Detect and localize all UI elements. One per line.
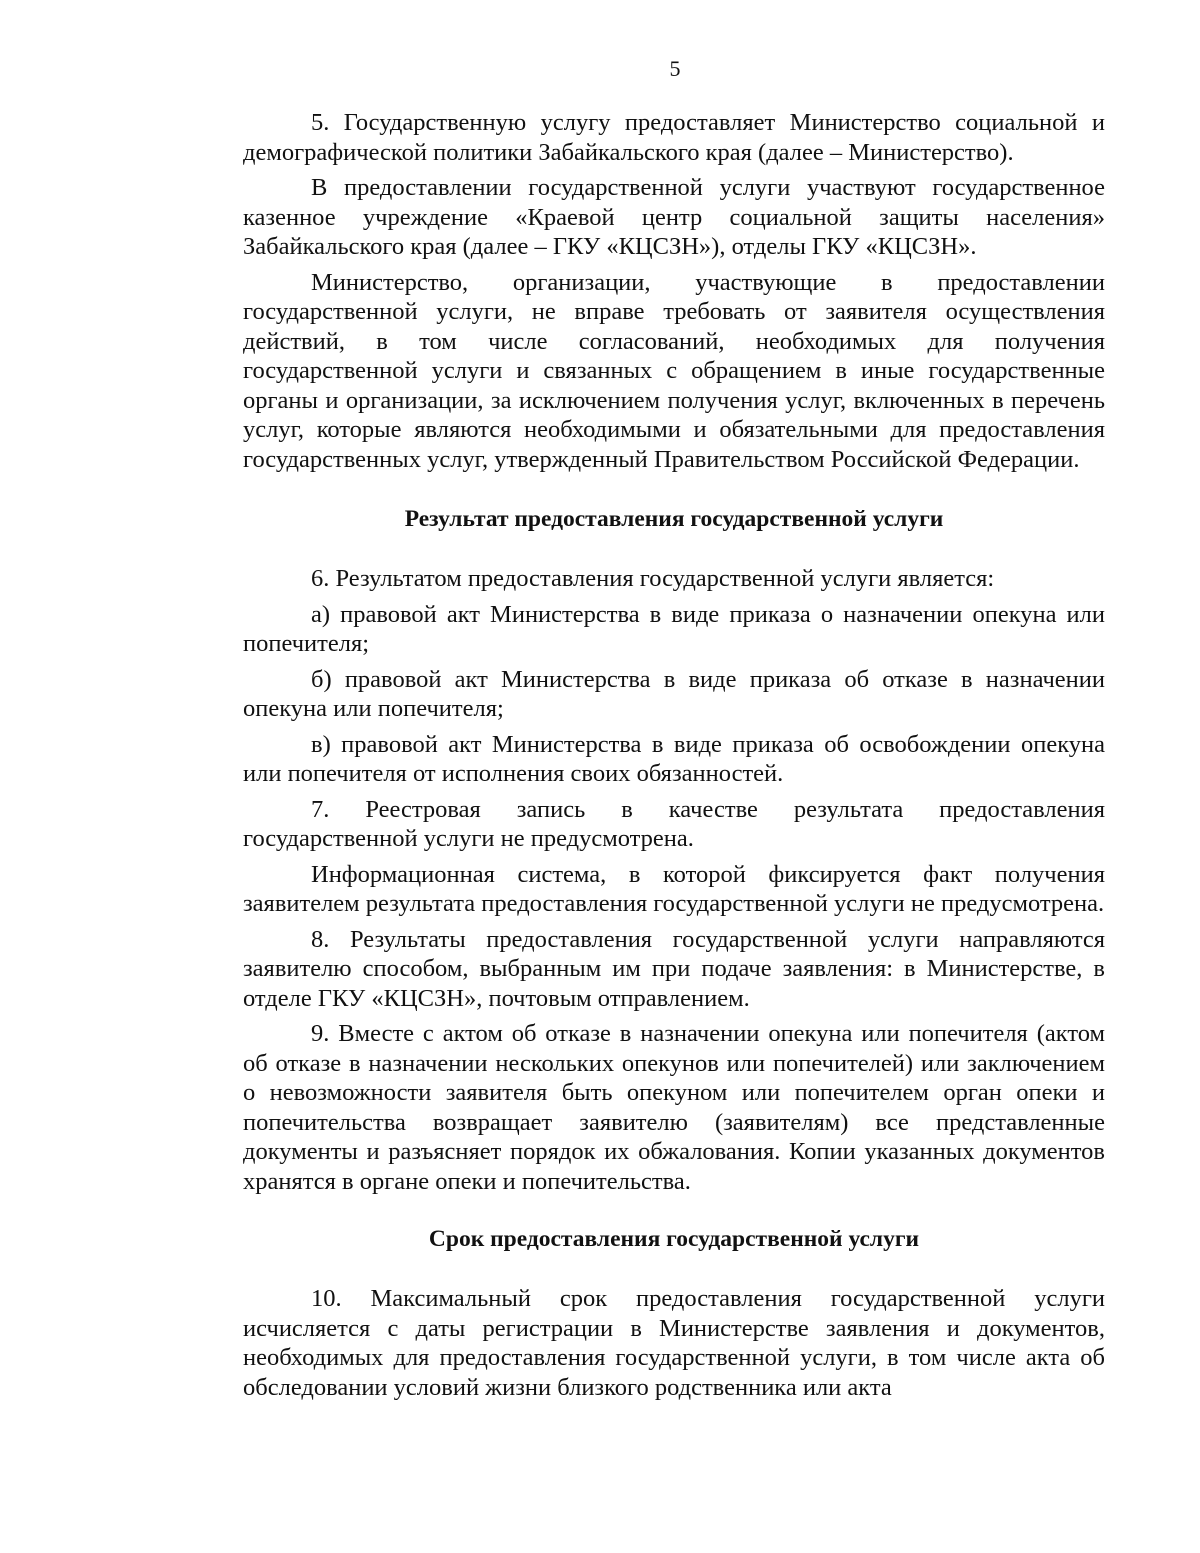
paragraph-restrictions: Министерство, организации, участвующие в предоставлении государственной услуги, не вправе требовать от заявителя осуществления действий, в том числе согласований, необходимых для получения государственной услуги и связанных с обращением в иные государственные органы и организации, за исключением получения услуг, включенных в перечень услуг, которые являются необходимыми и обязательными для предоставления государственных услуг, утвержденный Правительством Российской Федерации. bbox=[243, 268, 1105, 473]
document-body bbox=[243, 108, 1105, 1408]
paragraph-participants: В предоставлении государственной услуги участвуют государственное казенное учреждение «Краевой центр социальной защиты населения» Забайкальского края (далее – ГКУ «КЦСЗН»), отделы ГКУ «КЦСЗН». bbox=[243, 174, 1105, 260]
paragraph-info-system: Информационная система, в которой фиксируется факт получения заявителем результата предоставления государственной услуги не предусмотрена. bbox=[243, 860, 1105, 917]
paragraph-6: 6. Результатом предоставления государственной услуги является: bbox=[311, 565, 995, 592]
paragraph-6b: б) правовой акт Министерства в виде приказа об отказе в назначении опекуна или попечителя; bbox=[243, 665, 1105, 722]
heading-result: Результат предоставления государственной услуги bbox=[404, 506, 944, 532]
paragraph-9: 9. Вместе с актом об отказе в назначении опекуна или попечителя (актом об отказе в назначении нескольких опекунов или попечителей) или заключением о невозможности заявителя быть опекуном или попечителем орган опеки и попечительства возвращает заявителю (заявителям) все представленные документы и разъясняет порядок их обжалования. Копии указанных документов хранятся в органе опеки и попечительства. bbox=[243, 1020, 1105, 1195]
paragraph-5: 5. Государственную услугу предоставляет Министерство социальной и демографической политики Забайкальского края (далее – Министерство). bbox=[243, 109, 1105, 166]
heading-term: Срок предоставления государственной услуги bbox=[428, 1226, 920, 1252]
paragraph-8: 8. Результаты предоставления государственной услуги направляются заявителю способом, выбранным им при подаче заявления: в Министерстве, в отделе ГКУ «КЦСЗН», почтовым отправлением. bbox=[243, 925, 1105, 1012]
paragraph-6v: в) правовой акт Министерства в виде приказа об освобождении опекуна или попечителя от исполнения своих обязанностей. bbox=[243, 730, 1105, 787]
paragraph-10: 10. Максимальный срок предоставления государственной услуги исчисляется с даты регистрации в Министерстве заявления и документов, необходимых для предоставления государственной услуги, в том числе акта об обследовании условий жизни близкого родственника или акта bbox=[243, 1285, 1105, 1401]
paragraph-6a: а) правовой акт Министерства в виде приказа о назначении опекуна или попечителя; bbox=[243, 600, 1105, 657]
page-number: 5 bbox=[669, 56, 681, 81]
paragraph-7: 7. Реестровая запись в качестве результата предоставления государственной услуги не предусмотрена. bbox=[243, 795, 1105, 852]
